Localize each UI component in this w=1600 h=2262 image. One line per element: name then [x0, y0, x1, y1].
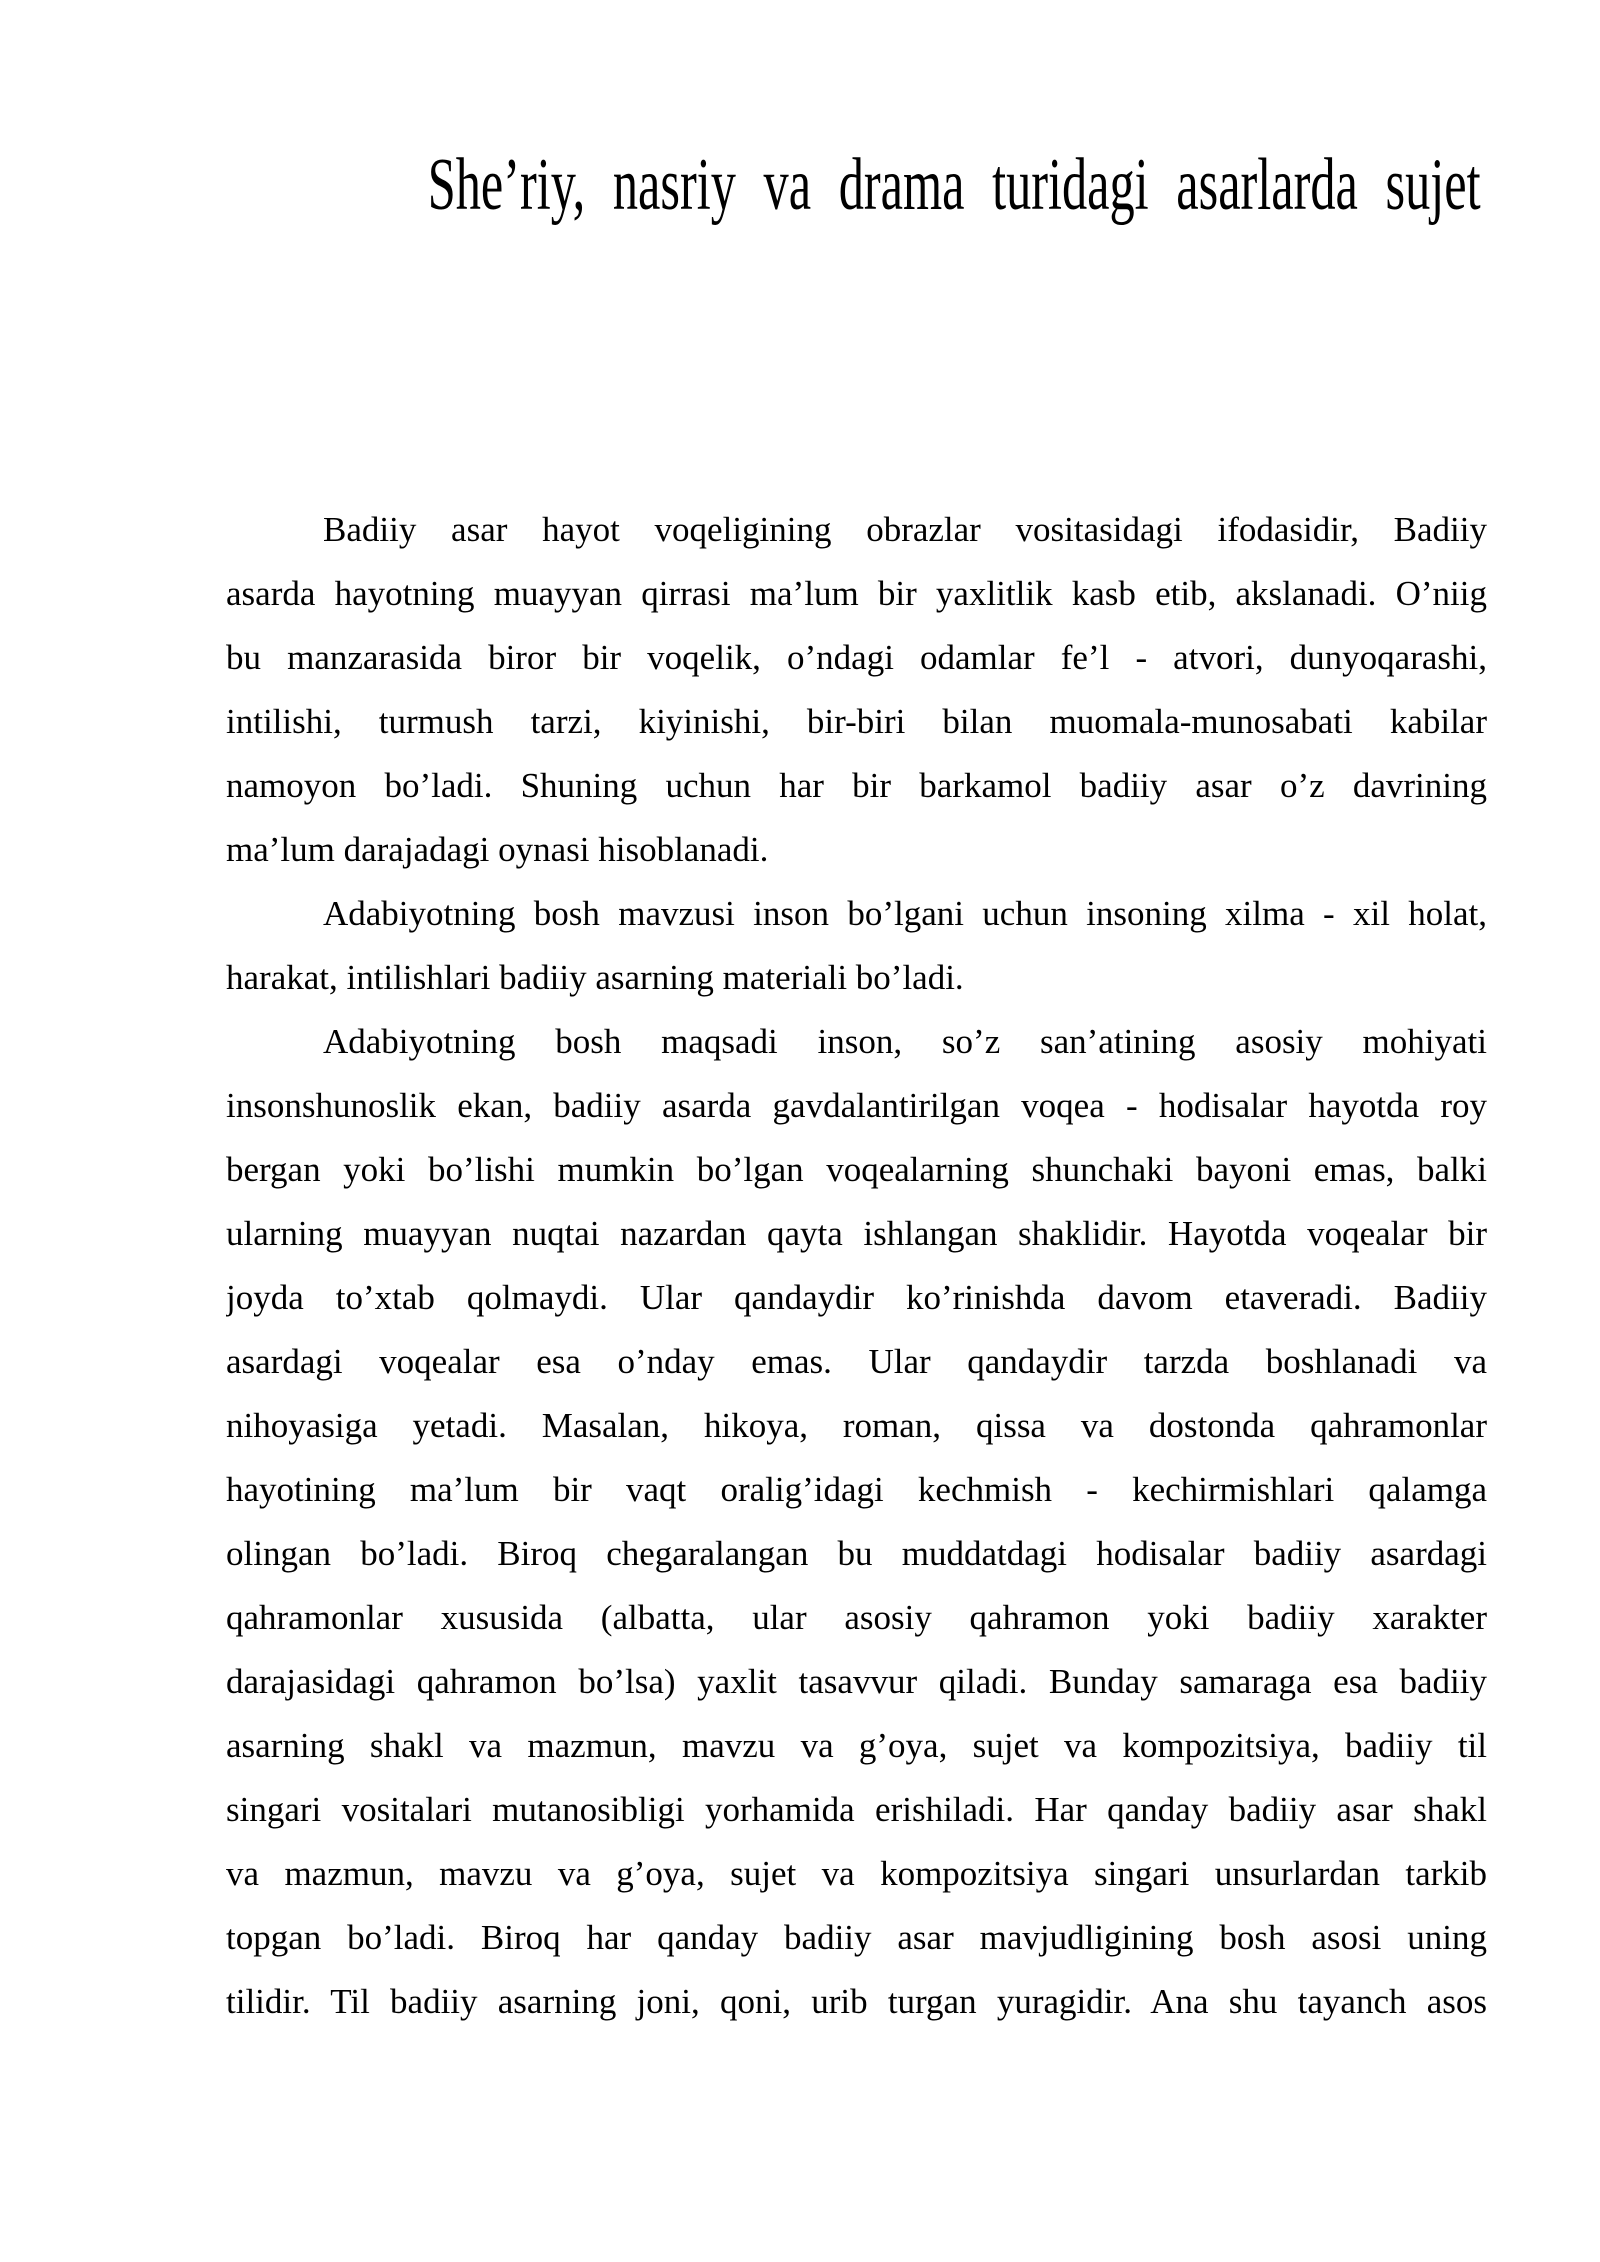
text-line: tilidir. Til badiiy asarning joni, qoni, urib turgan yuragidir. Ana shu tayanch asos [226, 1982, 1487, 2021]
text-line: Adabiyotning bosh maqsadi inson, so’z san’atining asosiy mohiyati [323, 1022, 1487, 1061]
text-line: asarning shakl va mazmun, mavzu va g’oya, sujet va kompozitsiya, badiiy til [226, 1726, 1487, 1765]
text-line: qahramonlar xususida (albatta, ular asosiy qahramon yoki badiiy xarakter [226, 1598, 1487, 1637]
text-line: hayotining ma’lum bir vaqt oralig’idagi kechmish - kechirmishlari qalamga [226, 1470, 1487, 1509]
text-line: nihoyasiga yetadi. Masalan, hikoya, roman, qissa va dostonda qahramonlar [226, 1406, 1487, 1445]
page-title: She’riy, nasriy va drama turidagi asarlarda sujet [427, 144, 1481, 226]
text-line: bergan yoki bo’lishi mumkin bo’lgan voqealarning shunchaki bayoni emas, balki [226, 1150, 1487, 1189]
text-line: topgan bo’ladi. Biroq har qanday badiiy asar mavjudligining bosh asosi uning [226, 1918, 1487, 1957]
text-line: ularning muayyan nuqtai nazardan qayta ishlangan shaklidir. Hayotda voqealar bir [226, 1214, 1487, 1253]
text-line: asardagi voqealar esa o’nday emas. Ular qandaydir tarzda boshlanadi va [226, 1342, 1487, 1381]
text-line: harakat, intilishlari badiiy asarning materiali bo’ladi. [226, 958, 964, 997]
document-body [226, 498, 1487, 2034]
text-line: insonshunoslik ekan, badiiy asarda gavdalantirilgan voqea - hodisalar hayotda roy [226, 1086, 1487, 1125]
text-line: bu manzarasida biror bir voqelik, o’ndagi odamlar fe’l - atvori, dunyoqarashi, [226, 638, 1487, 677]
text-line: ma’lum darajadagi oynasi hisoblanadi. [226, 830, 769, 869]
text-line: singari vositalari mutanosibligi yorhamida erishiladi. Har qanday badiiy asar shakl [226, 1790, 1487, 1829]
text-line: asarda hayotning muayyan qirrasi ma’lum bir yaxlitlik kasb etib, akslanadi. O’niig [226, 574, 1487, 613]
text-line: Adabiyotning bosh mavzusi inson bo’lgani uchun insoning xilma - xil holat, [323, 894, 1487, 933]
text-line: darajasidagi qahramon bo’lsa) yaxlit tasavvur qiladi. Bunday samaraga esa badiiy [226, 1662, 1487, 1701]
text-line: Badiiy asar hayot voqeligining obrazlar vositasidagi ifodasidir, Badiiy [323, 510, 1487, 549]
text-line: va mazmun, mavzu va g’oya, sujet va kompozitsiya singari unsurlardan tarkib [226, 1854, 1487, 1893]
text-line: joyda to’xtab qolmaydi. Ular qandaydir ko’rinishda davom etaveradi. Badiiy [226, 1278, 1487, 1317]
text-line: namoyon bo’ladi. Shuning uchun har bir barkamol badiiy asar o’z davrining [226, 766, 1487, 805]
text-line: intilishi, turmush tarzi, kiyinishi, bir-biri bilan muomala-munosabati kabilar [226, 702, 1487, 741]
text-line: olingan bo’ladi. Biroq chegaralangan bu muddatdagi hodisalar badiiy asardagi [226, 1534, 1487, 1573]
